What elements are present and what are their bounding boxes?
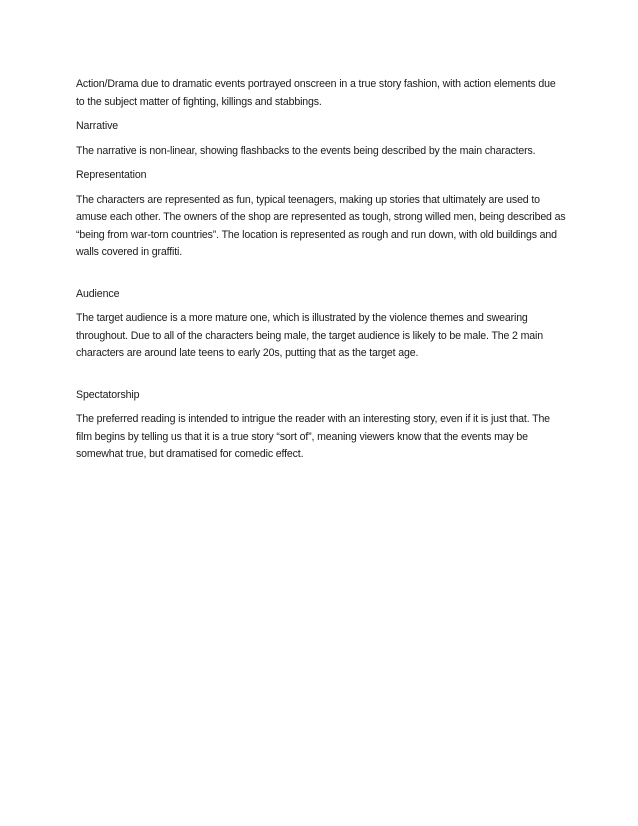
heading-narrative: Narrative [76,120,119,132]
representation-paragraph: The characters are represented as fun, typical teenagers, making up stories that ultimately are used to amuse each other. The owners of the shop are represented as tough, strong willed men, being described as “being from war-torn countries”. The location is represented as rough and run down, with old buildings and walls covered in graffiti. [76,193,566,258]
heading-spectatorship: Spectatorship [76,388,140,401]
document-page [76,76,566,464]
intro-paragraph: Action/Drama due to dramatic events portrayed onscreen in a true story fashion, with action elements due to the subject matter of fighting, killings and stabbings. [76,78,556,108]
audience-paragraph: The target audience is a more mature one, which is illustrated by the violence themes and swearing throughout. Due to all of the characters being male, the target audience is likely to be male. The 2 main characters are around late teens to early 20s, putting that as the target age. [76,312,543,359]
heading-audience: Audience [76,287,120,300]
spectatorship-paragraph: The preferred reading is intended to intrigue the reader with an interesting story, even if it is just that. The film begins by telling us that it is a true story “sort of”, meaning viewers know that the events may be somewhat true, but dramatised for comedic effect. [76,413,550,460]
heading-representation: Representation [76,169,147,181]
narrative-paragraph: The narrative is non-linear, showing flashbacks to the events being described by the main characters. [76,144,536,157]
